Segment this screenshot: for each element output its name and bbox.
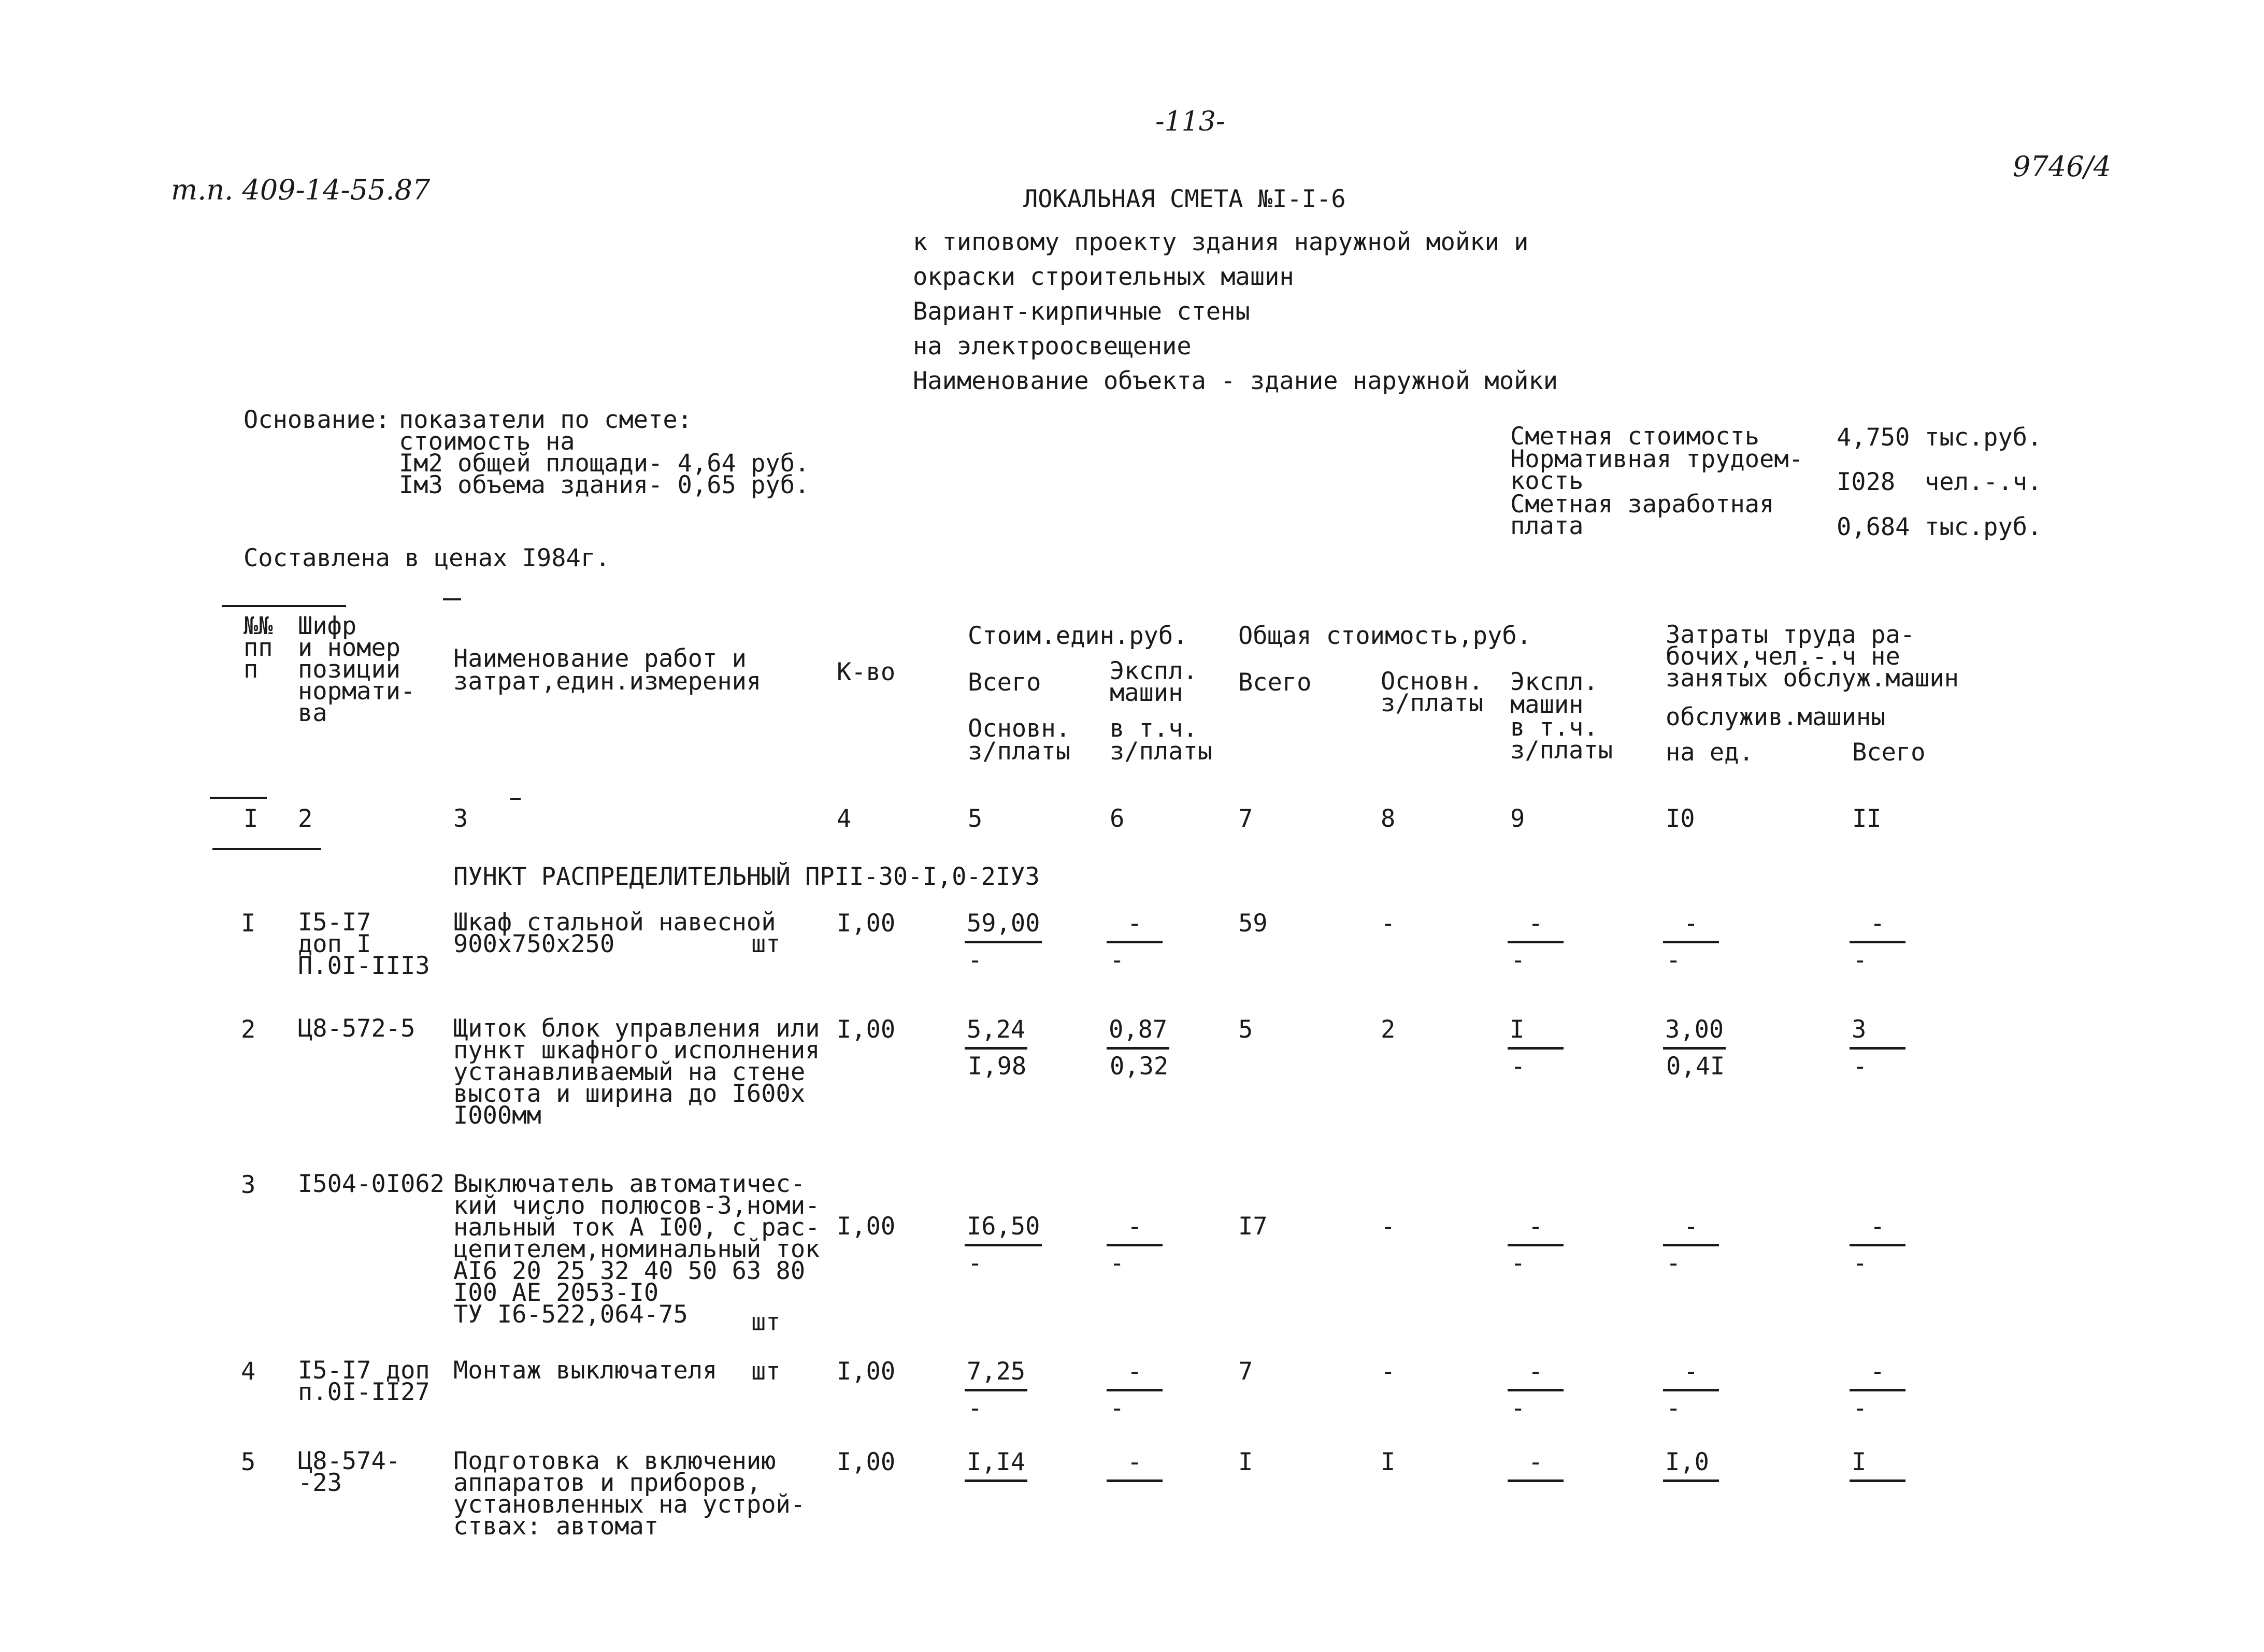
row-labor-per-unit (1663, 1210, 1719, 1281)
row-total: 59 (1238, 909, 1268, 938)
row-code: I504-0I062 (298, 1170, 445, 1198)
summary-unit: тыс.руб. (1925, 423, 2042, 452)
column-number: 7 (1238, 805, 1253, 833)
row-labor-per-unit-upper: 3,00 (1663, 1013, 1726, 1050)
row-total-wages: I (1381, 1448, 1396, 1476)
column-number: 4 (837, 805, 852, 833)
row-total-machines-upper: I (1508, 1013, 1564, 1050)
row-unit-cost-upper: I6,50 (965, 1210, 1042, 1246)
row-unit-cost-upper: I,I4 (965, 1445, 1027, 1482)
row-total-wages: - (1381, 1212, 1396, 1241)
row-code: I5-I7 доп п.0I-II27 (298, 1356, 430, 1406)
row-name: Выключатель автоматичес- кий число полюсов-3,номи- нальный ток А I00, с рас- цепителем,номинальный ток АI6 20 25 32 40 50 63 80 I00 АЕ 2053-I0 ТУ I6-522,064-75 (453, 1170, 820, 1329)
row-labor-total-lower: - (1853, 1249, 1868, 1277)
header-total-machines: Экспл. машин в т.ч. з/платы (1510, 668, 1613, 765)
row-unit-cost (965, 1355, 1027, 1426)
header-labor-sub: обслужив.машины (1666, 703, 1886, 731)
row-unit-cost (965, 1210, 1042, 1281)
row-code: I5-I7 доп I П.0I-III3 (298, 908, 430, 980)
header-labor-total: Всего (1852, 738, 1926, 767)
row-unit-cost-lower: - (968, 1394, 983, 1423)
row-labor-per-unit-lower: - (1666, 1394, 1681, 1423)
row-total-machines (1508, 1355, 1564, 1426)
row-number: 4 (241, 1357, 256, 1386)
summary-value: 4,750 (1837, 423, 1910, 452)
row-total: 7 (1238, 1357, 1253, 1386)
row-labor-total-upper: - (1850, 907, 1905, 943)
row-labor-total-upper: - (1850, 1210, 1905, 1246)
row-labor-per-unit (1663, 907, 1719, 978)
row-labor-per-unit-upper: - (1663, 1210, 1719, 1246)
header-name: Наименование работ и затрат,един.измерения (453, 644, 762, 696)
row-labor-per-unit (1663, 1355, 1719, 1426)
row-labor-total-lower: - (1853, 1394, 1868, 1423)
row-unit-cost-upper: 5,24 (965, 1013, 1027, 1050)
row-total: I (1238, 1448, 1253, 1476)
title-line: Вариант-кирпичные стены (913, 297, 1250, 326)
row-name: Подготовка к включению аппаратов и приборов, установленных на устрой- ствах: автомат (453, 1447, 806, 1541)
header-total: Всего (1238, 668, 1312, 697)
row-total-wages: - (1381, 909, 1396, 938)
row-total-machines (1508, 1445, 1564, 1482)
header-unit-cost-group: Стоим.един.руб. (968, 622, 1188, 650)
page-number: -113- (1155, 106, 1225, 137)
row-number: 2 (241, 1015, 256, 1044)
row-unit-machines-lower: - (1110, 946, 1125, 974)
column-number: I (243, 805, 259, 833)
row-unit-machines-lower: - (1110, 1394, 1125, 1423)
column-number: 3 (453, 805, 468, 833)
row-unit-machines-upper: - (1107, 1355, 1163, 1391)
row-labor-total-upper: - (1850, 1355, 1905, 1391)
row-unit: шт (751, 1308, 781, 1337)
row-labor-per-unit-lower: 0,4I (1666, 1052, 1725, 1081)
header-unit-wages: Основн. з/платы (968, 714, 1071, 766)
header-unit-machines: Экспл. машин (1110, 657, 1198, 707)
summary-label: Нормативная трудоем- кость (1510, 445, 1803, 495)
row-total-machines-lower: - (1511, 1394, 1526, 1423)
basis-label: Основание: (243, 406, 390, 434)
row-code: Ц8-574- -23 (298, 1447, 401, 1497)
row-total-machines (1508, 1013, 1564, 1084)
row-unit-cost (965, 907, 1042, 978)
row-unit-cost-lower: I,98 (968, 1052, 1027, 1081)
row-unit-machines (1107, 1445, 1163, 1482)
row-name: Щиток блок управления или пункт шкафного исполнения устанавливаемый на стене высота и ширина до I600х I000мм (453, 1014, 820, 1130)
column-number: 2 (298, 805, 313, 833)
section-title: ПУНКТ РАСПРЕДЕЛИТЕЛЬНЫЙ ПРII-30-I,0-2IУ3 (453, 863, 1040, 891)
row-total-machines (1508, 907, 1564, 978)
header-rule (443, 598, 461, 600)
row-unit-machines (1107, 1013, 1169, 1084)
row-number: 5 (241, 1448, 256, 1476)
header-labor-group: Затраты труда ра- бочих,чел.-.ч не занятых обслуж.машин (1666, 621, 1959, 693)
title-line: окраски строительных машин (913, 263, 1294, 291)
basis-line: показатели по смете: (399, 406, 692, 434)
row-unit-machines-lower: 0,32 (1110, 1052, 1169, 1081)
basis-line: стоимость на (399, 427, 575, 456)
row-total-wages: 2 (1381, 1015, 1396, 1044)
row-unit-machines-upper: - (1107, 1445, 1163, 1482)
header-total-wages: Основн. з/платы (1381, 667, 1484, 717)
summary-label: Сметная заработная плата (1510, 490, 1774, 540)
row-total-machines-upper: - (1508, 1445, 1564, 1482)
row-total-machines (1508, 1210, 1564, 1281)
row-labor-total-lower: - (1853, 1052, 1868, 1081)
row-unit-cost-lower: - (968, 946, 983, 974)
row-number: 3 (241, 1171, 256, 1199)
row-labor-total (1850, 1355, 1905, 1426)
row-total-machines-lower: - (1511, 1249, 1526, 1277)
row-number: I (241, 909, 256, 938)
row-labor-per-unit-lower: - (1666, 946, 1681, 974)
row-unit-machines-upper: - (1107, 907, 1163, 943)
row-unit-machines-upper: - (1107, 1210, 1163, 1246)
row-name: Монтаж выключателя (453, 1356, 718, 1385)
row-total-machines-upper: - (1508, 907, 1564, 943)
row-labor-per-unit-lower: - (1666, 1249, 1681, 1277)
row-labor-total (1850, 1210, 1905, 1281)
row-quantity: I,00 (837, 909, 896, 938)
row-unit-cost-upper: 7,25 (965, 1355, 1027, 1391)
header-rule (510, 798, 521, 800)
row-unit-cost-lower: - (968, 1249, 983, 1277)
column-number: II (1852, 805, 1882, 833)
row-labor-total-upper: I (1850, 1445, 1905, 1482)
document-heading: ЛОКАЛЬНАЯ СМЕТА №I-I-6 (1023, 185, 1346, 213)
title-line: на электроосвещение (913, 332, 1192, 361)
row-total-machines-lower: - (1511, 946, 1526, 974)
header-unit-total: Всего (968, 668, 1041, 697)
prices-note: Составлена в ценах I984г. (243, 544, 610, 572)
row-labor-total-lower: - (1853, 946, 1868, 974)
row-unit-machines (1107, 907, 1163, 978)
row-total: I7 (1238, 1212, 1268, 1241)
summary-value: 0,684 (1837, 513, 1910, 541)
row-unit-machines-lower: - (1110, 1249, 1125, 1277)
row-labor-per-unit-upper: - (1663, 907, 1719, 943)
row-unit-cost (965, 1013, 1027, 1084)
row-quantity: I,00 (837, 1448, 896, 1476)
header-rule (222, 605, 346, 607)
row-quantity: I,00 (837, 1357, 896, 1386)
row-unit-cost-upper: 59,00 (965, 907, 1042, 943)
row-labor-total (1850, 1445, 1905, 1482)
row-code: Ц8-572-5 (298, 1014, 415, 1043)
title-line: к типовому проекту здания наружной мойки и (913, 228, 1529, 256)
row-total-machines-upper: - (1508, 1210, 1564, 1246)
column-number: 5 (968, 805, 983, 833)
row-labor-per-unit (1663, 1445, 1719, 1482)
row-labor-per-unit-upper: I,0 (1663, 1445, 1719, 1482)
row-quantity: I,00 (837, 1212, 896, 1241)
header-quantity: К-во (837, 658, 896, 686)
summary-label: Сметная стоимость (1510, 422, 1760, 451)
summary-value: I028 (1837, 468, 1896, 496)
row-labor-per-unit (1663, 1013, 1726, 1084)
row-unit-machines-upper: 0,87 (1107, 1013, 1169, 1050)
basis-line: Iм3 объема здания- 0,65 руб. (399, 471, 810, 499)
column-number: 9 (1510, 805, 1525, 833)
header-code: Шифр и номер позиции нормати- ва (298, 612, 415, 727)
row-labor-total-upper: 3 (1850, 1013, 1905, 1050)
row-total-machines-lower: - (1511, 1052, 1526, 1081)
row-total: 5 (1238, 1015, 1253, 1044)
row-total-wages: - (1381, 1357, 1396, 1386)
header-rule (210, 797, 267, 799)
row-unit-cost (965, 1445, 1027, 1482)
row-unit-machines (1107, 1210, 1163, 1281)
column-number: 6 (1110, 805, 1125, 833)
summary-unit: тыс.руб. (1925, 513, 2042, 541)
row-unit: шт (751, 930, 781, 958)
row-total-machines-upper: - (1508, 1355, 1564, 1391)
project-code: т.п. 409-14-55.87 (171, 174, 431, 206)
row-labor-total (1850, 1013, 1905, 1084)
column-number: 8 (1381, 805, 1396, 833)
row-quantity: I,00 (837, 1015, 896, 1044)
row-labor-total (1850, 907, 1905, 978)
row-unit-machines (1107, 1355, 1163, 1426)
title-line: Наименование объекта - здание наружной мойки (913, 367, 1558, 395)
header-labor-per-unit: на ед. (1666, 738, 1754, 767)
row-name: Шкаф стальной навесной 900х750х250 (453, 908, 776, 958)
column-number-rule (212, 848, 321, 850)
row-unit: шт (751, 1357, 781, 1386)
row-labor-per-unit-upper: - (1663, 1355, 1719, 1391)
sheet-code: 9746/4 (2013, 150, 2111, 183)
header-unit-machine-wages: в т.ч. з/платы (1110, 714, 1213, 766)
basis-line: Iм2 общей площади- 4,64 руб. (399, 449, 810, 478)
column-number: I0 (1666, 805, 1695, 833)
header-number: №№ пп п (243, 612, 273, 684)
summary-unit: чел.-.ч. (1925, 468, 2042, 496)
header-total-cost-group: Общая стоимость,руб. (1238, 622, 1531, 650)
